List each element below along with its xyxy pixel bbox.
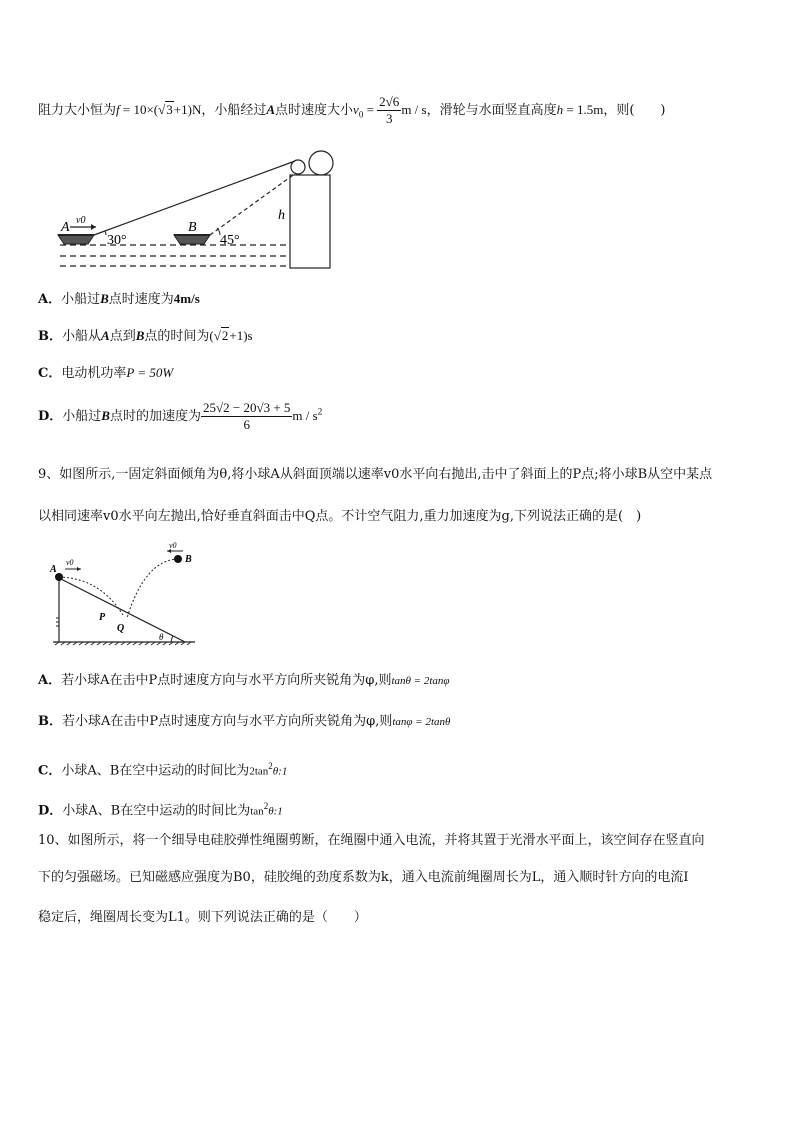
label-v0-a: v0 xyxy=(66,558,74,567)
option-value-a: ( xyxy=(209,328,214,343)
pulley-tower xyxy=(290,175,330,268)
label-p: P xyxy=(99,612,106,623)
option-text: 小球A、B在空中运动的时间比为 xyxy=(61,763,250,779)
label-q: Q xyxy=(117,623,125,634)
q8-f-sqrt: 3 xyxy=(166,102,173,117)
option-text-2: 点时的加速度为 xyxy=(109,409,201,424)
q8-v0-unit: m / s xyxy=(401,102,427,117)
label-v0: v0 xyxy=(76,215,86,226)
label-a: A xyxy=(61,220,70,235)
q8-v0-den: 3 xyxy=(385,111,393,126)
option-sqrt: 2 xyxy=(221,328,229,343)
option-text: 小船过 xyxy=(61,292,101,307)
option-sup: 2 xyxy=(268,761,273,771)
option-text: 小球A、B在空中运动的时间比为 xyxy=(62,803,251,819)
q8-v0-var: v xyxy=(353,102,359,117)
option-point-2: B xyxy=(135,328,145,343)
option-unit: m / s xyxy=(292,408,318,423)
q9-figure xyxy=(45,540,205,650)
q9-option-d[interactable] xyxy=(38,797,283,820)
option-sup: 2 xyxy=(263,801,269,811)
fraction-denominator: 6 xyxy=(243,417,250,432)
option-formula: tanθ = 2tanφ xyxy=(391,675,450,687)
option-unit-sup: 2 xyxy=(317,406,323,417)
option-letter: C． xyxy=(38,763,62,779)
label-a: A xyxy=(50,564,57,575)
label-b: B xyxy=(185,554,192,565)
option-letter: B． xyxy=(38,329,62,344)
q8-v0-fraction xyxy=(377,94,401,127)
option-letter: C． xyxy=(38,366,62,381)
q10-stem-line-2: 下的匀强磁场。已知磁感应强度为B0，硅胶绳的劲度系数为k，通入电流前绳圈周长为L，通入顺时针方向的电流I xyxy=(38,870,689,885)
trajectory-b xyxy=(127,559,178,618)
label-b: B xyxy=(188,220,197,235)
option-letter: A． xyxy=(38,292,62,307)
option-letter: A． xyxy=(38,673,62,688)
q8-v0-num: 2√6 xyxy=(379,94,400,109)
boat-a-icon xyxy=(58,235,94,244)
q8-stem-text-a: 阻力大小恒为 xyxy=(38,103,117,118)
label-theta: θ xyxy=(159,632,164,642)
label-angle-30: 30° xyxy=(107,233,127,248)
option-letter: D． xyxy=(38,409,63,424)
q8-option-b[interactable]: B．小船从A点到B点的时间为(√2+1)s xyxy=(38,328,253,344)
q8-point-a: A xyxy=(266,102,276,117)
option-text-3: 点的时间为 xyxy=(144,329,210,344)
q9-stem-line-1: 9、如图所示,一固定斜面倾角为θ,将小球A从斜面顶端以速率v0水平向右抛出,击中了斜面上的P点;将小球B从空中某点 xyxy=(38,467,713,482)
option-value: P = 50W xyxy=(126,365,174,380)
option-text: 若小球A在击中P点时速度方向与水平方向所夹锐角为φ,则 xyxy=(62,714,393,729)
q8-stem-text-b: ，小船经过 xyxy=(201,103,267,118)
q8-option-a[interactable] xyxy=(38,290,200,309)
angle-arc-a xyxy=(105,231,106,235)
option-formula-a: 2tan xyxy=(249,765,269,778)
v0-arrowhead-icon xyxy=(91,224,96,230)
q8-h-var: h xyxy=(556,102,564,117)
q8-stem-text-c: 点时速度大小 xyxy=(275,103,354,118)
option-formula-b: θ:1 xyxy=(268,805,283,818)
q8-option-d[interactable] xyxy=(38,400,322,433)
option-point: B xyxy=(101,408,110,423)
option-text: 小船从 xyxy=(62,329,102,344)
label-v0-b: v0 xyxy=(169,541,177,550)
q9-stem-line-2: 以相同速率v0水平向左抛出,恰好垂直斜面击中Q点。不计空气阻力,重力加速度为g,下列说法正确的是( ) xyxy=(38,509,642,524)
q8-f-expr-c: +1)N xyxy=(173,102,202,117)
q10-stem-line-3: 稳定后，绳圈周长变为L1。则下列说法正确的是（ ） xyxy=(38,910,367,925)
q9-option-c[interactable] xyxy=(38,757,287,780)
q10-stem-line-1: 10、如图所示，将一个细导电硅胶弹性绳圈剪断，在绳圈中通入电流，并将其置于光滑水平面上，该空间存在竖直向 xyxy=(38,833,705,848)
q8-h-val: = 1.5m xyxy=(563,102,604,117)
option-point-1: A xyxy=(101,328,110,343)
q8-f-var: f xyxy=(116,102,120,117)
v0-a-arrowhead-icon xyxy=(77,567,81,571)
rope-b-dashed xyxy=(210,173,296,235)
theta-arc xyxy=(171,636,173,642)
option-formula: tanφ = 2tanθ xyxy=(392,716,451,728)
option-formula-a: tan xyxy=(250,805,264,818)
q8-stem: 阻力大小恒为f = 10×(√3+1)N，小船经过A点时速度大小$v_0$ = $\frac{2√6}{3}$ m / s，滑轮与水面竖直高度h = 1.5m，则( ) xyxy=(38,94,666,126)
q9-option-b[interactable] xyxy=(38,713,450,731)
fraction-numerator: 25√2 − 20√3 + 5 xyxy=(202,400,291,415)
q8-stem-text-d: ，滑轮与水面竖直高度 xyxy=(426,103,557,118)
option-formula-b: θ:1 xyxy=(272,765,288,778)
option-text: 小船过 xyxy=(62,409,102,424)
option-fraction xyxy=(201,400,292,433)
q8-figure xyxy=(50,145,350,270)
label-angle-45: 45° xyxy=(220,233,240,248)
option-point: B xyxy=(100,291,109,306)
q8-v0-sub: 0 xyxy=(358,109,364,120)
boat-b-icon xyxy=(174,235,210,244)
q8-eq: = xyxy=(363,102,378,117)
option-text: 若小球A在击中P点时速度方向与水平方向所夹锐角为φ,则 xyxy=(61,673,392,688)
option-value-b: +1)s xyxy=(229,328,253,343)
q9-option-a[interactable] xyxy=(38,672,450,690)
option-text-2: 点到 xyxy=(109,329,136,344)
q8-f-expr-b: = 10×( xyxy=(119,102,159,117)
option-text: 电动机功率 xyxy=(61,366,127,381)
option-value: 4m/s xyxy=(173,291,200,306)
option-text-2: 点时速度为 xyxy=(108,292,174,307)
large-pulley-icon xyxy=(309,151,333,175)
option-letter: D． xyxy=(38,803,63,819)
label-h: h xyxy=(278,208,285,223)
q8-option-c[interactable] xyxy=(38,364,173,383)
q8-stem-text-e: ，则( ) xyxy=(603,103,666,118)
option-letter: B． xyxy=(38,714,62,729)
